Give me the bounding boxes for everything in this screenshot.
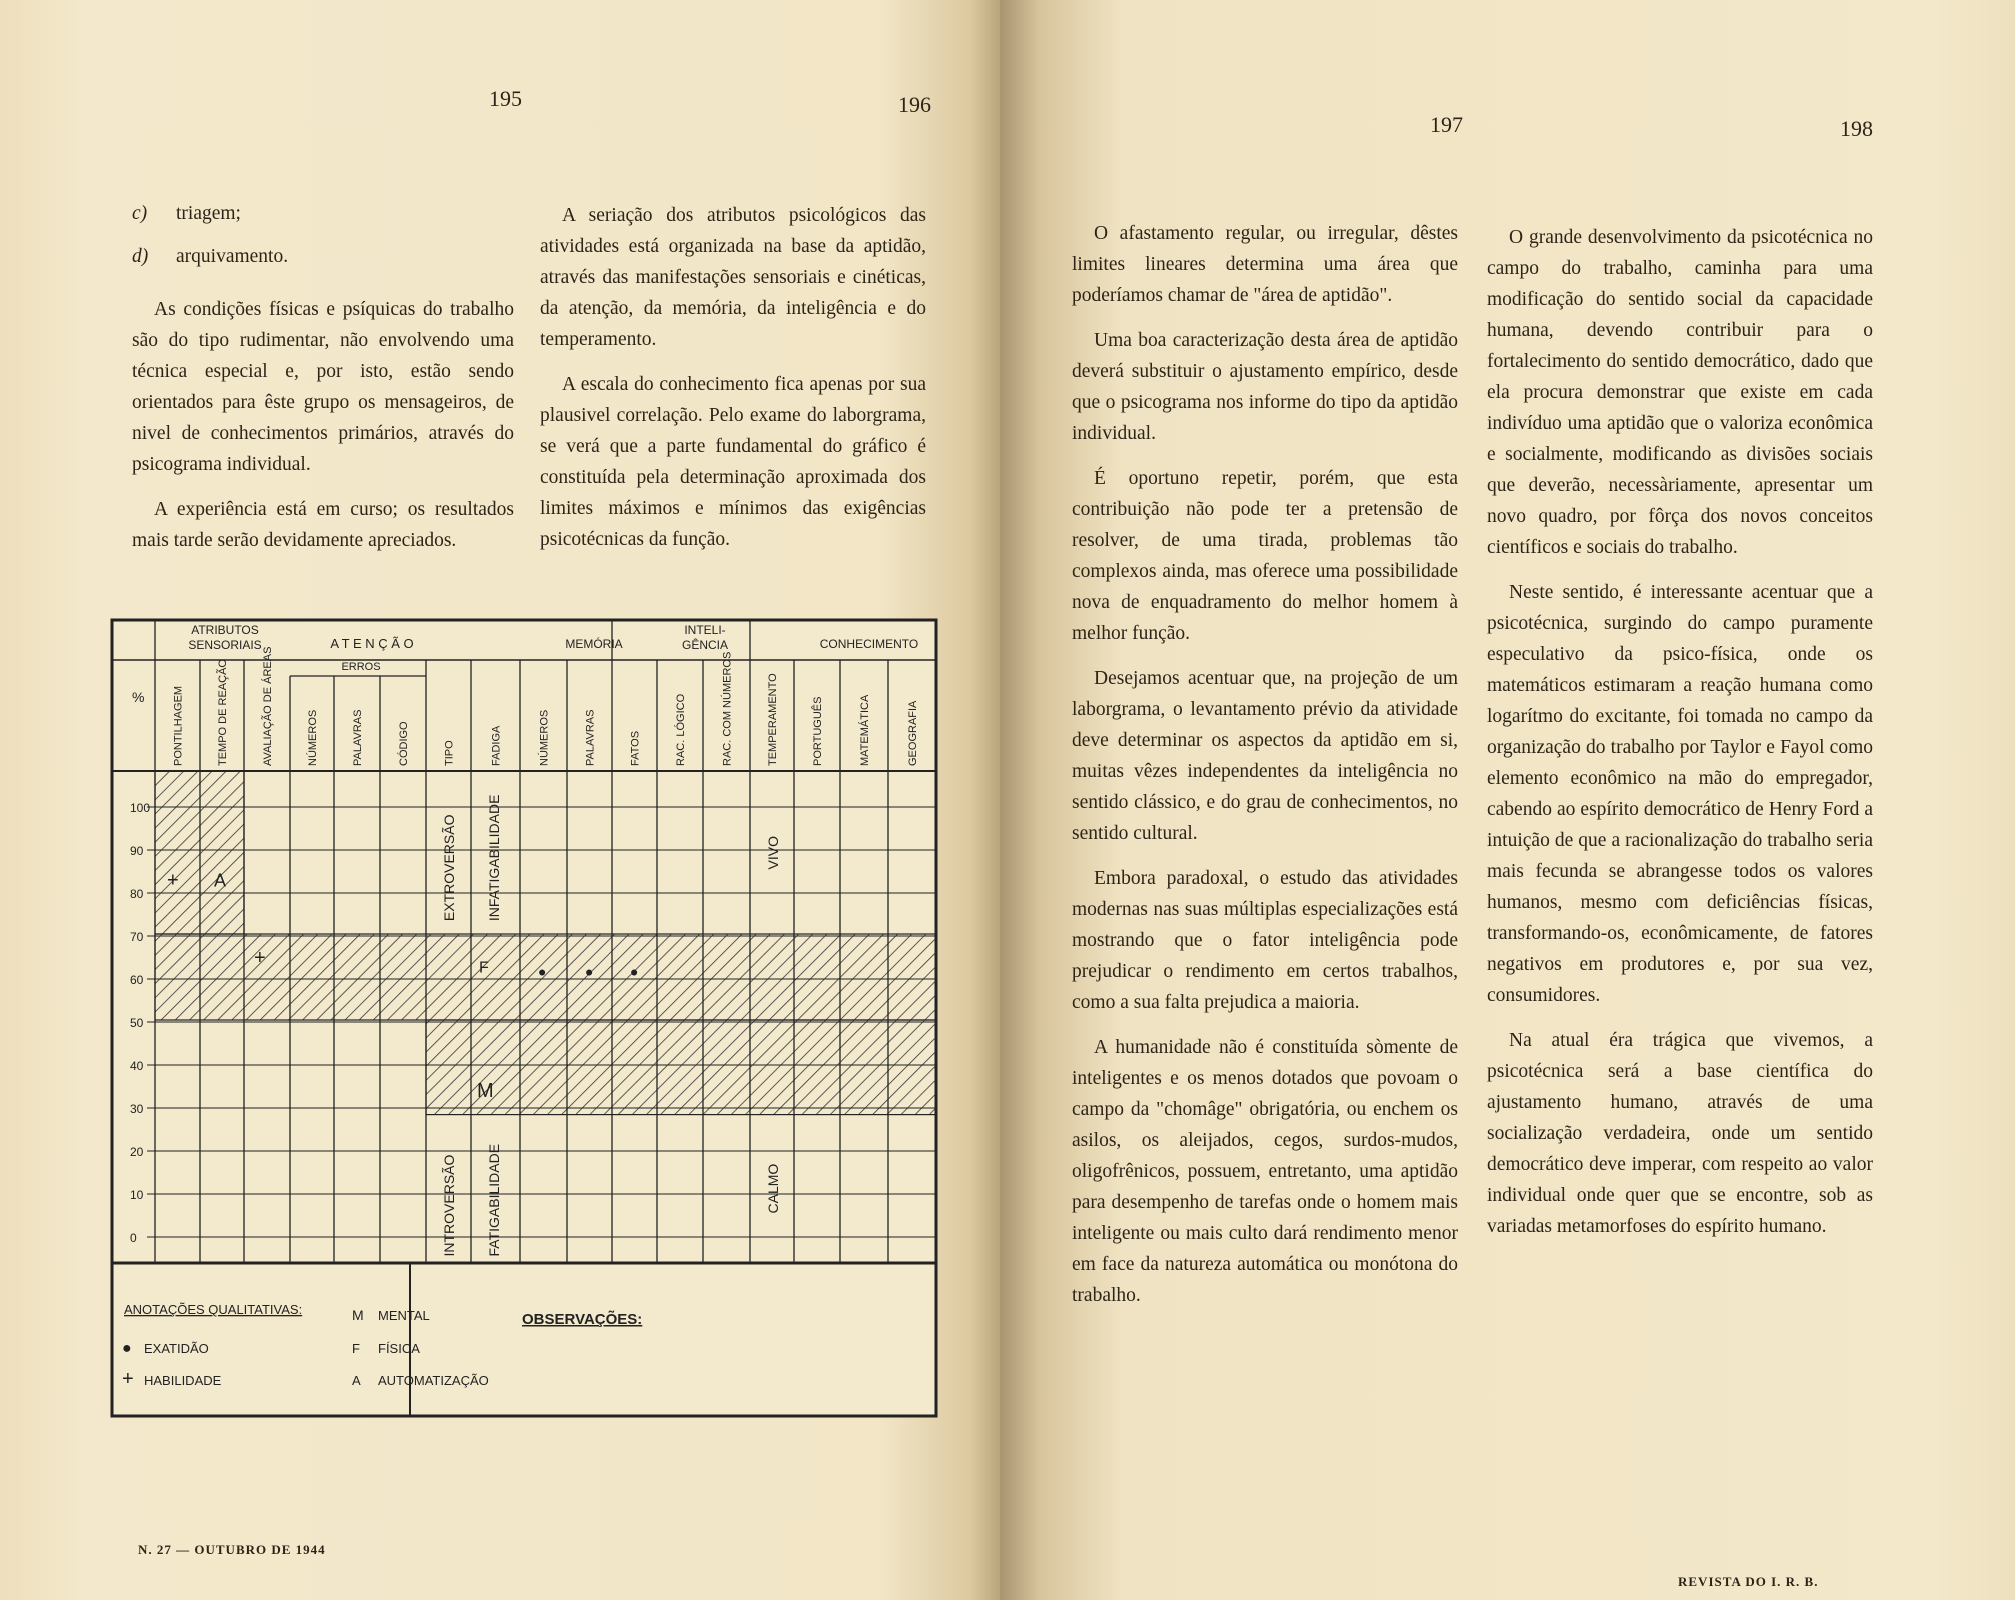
- scale-label: 0: [130, 1231, 137, 1245]
- group-atributos-line2: SENSORIAIS: [188, 638, 262, 652]
- column-header: GEOGRAFIA: [907, 700, 919, 766]
- paragraph: Desejamos acentuar que, na projeção de um laborgrama, o levantamento prévio da atividade deve determinar os aspectos da aptidão em si, muitas vêzes independentes da inteligência no sentido clássico, e do grau de conhecimentos, no sentido cultural.: [1072, 668, 1458, 844]
- scale-label: 30: [130, 1102, 144, 1116]
- paragraph: As condições físicas e psíquicas do trabalho são do tipo rudimentar, não envolvendo uma técnica especial e, por isto, estão sendo orientados para êste grupo os mensageiros, de nivel de conhecimentos primários, através do psicograma individual.: [132, 299, 514, 475]
- legend-label-exatidao: EXATIDÃO: [144, 1341, 209, 1356]
- vertical-label: VIVO: [765, 836, 781, 870]
- list-marker: d): [132, 246, 149, 267]
- column-header: CÓDIGO: [398, 721, 410, 766]
- left-page: [0, 0, 1000, 1600]
- vertical-label: INTROVERSÃO: [441, 1154, 457, 1257]
- m-mark: M: [477, 1080, 494, 1103]
- scale-label: 20: [130, 1145, 144, 1159]
- column-header: AVALIAÇÃO DE ÁREAS: [262, 646, 274, 766]
- list: [132, 198, 514, 272]
- legend-symbol-habilidade: +: [122, 1368, 134, 1390]
- footer-right: REVISTA DO I. R. B.: [1678, 1574, 1819, 1589]
- paragraph: Na atual éra trágica que vivemos, a psicotécnica será a base científica do ajustamento humano, através de uma socialização verdadeira, onde um sentido democrático deve imperar, com respeito ao valor individual onde quer que se encontre, sob as variadas metamorfoses do espírito humano.: [1487, 1030, 1873, 1237]
- vertical-label: CALMO: [765, 1163, 781, 1214]
- scale-label: 10: [130, 1188, 144, 1202]
- page-number-197: 197: [1430, 112, 1463, 137]
- scale-label: 50: [130, 1016, 144, 1030]
- percent-symbol: %: [132, 689, 145, 705]
- dot-mark: ●: [585, 963, 594, 980]
- dot-mark: ●: [630, 963, 639, 980]
- group-memoria: MEMÓRIA: [565, 637, 623, 651]
- list-item: [132, 241, 514, 272]
- column-page-197: [1072, 218, 1458, 1325]
- paragraph: A humanidade não é constituída sòmente de inteligentes e os menos dotados que povoam o campo da "chomâge" obrigatória, ou enchem os asilos, os aleijados, cegos, surdos-mudos, oligofrênicos, possuem, entretanto, uma aptidão para desempenho de tarefas onde o homem mais inteligente ou mais culto dará rendimento menor em face da natureza automática ou monótona do trabalho.: [1072, 1037, 1458, 1306]
- column-header: PALAVRAS: [584, 709, 597, 766]
- list-text: arquivamento.: [176, 246, 289, 267]
- column-header: NÚMEROS: [307, 709, 319, 766]
- right-page: [1000, 0, 2015, 1600]
- legend-symbol-automatizacao: A: [352, 1373, 361, 1388]
- column-header: PONTILHAGEM: [172, 685, 185, 766]
- legend-symbol-mental: M: [352, 1307, 364, 1323]
- column-header: TEMPO DE REAÇÃO: [217, 659, 229, 766]
- footer-left: N. 27 — OUTUBRO DE 1944: [138, 1542, 326, 1557]
- vertical-label: FATIGABILIDADE: [486, 1143, 502, 1257]
- scale-label: 90: [130, 844, 144, 858]
- paragraph: O afastamento regular, ou irregular, dêstes limites lineares determina uma área que poderíamos chamar de "área de aptidão".: [1072, 223, 1458, 306]
- a-mark: A: [214, 870, 227, 891]
- list-item: [132, 198, 514, 229]
- column-header: TIPO: [443, 740, 456, 766]
- legend-label-automatizacao: AUTOMATIZAÇÃO: [378, 1373, 489, 1388]
- scale-label: 70: [130, 930, 144, 944]
- vertical-label: INFATIGABILIDADE: [486, 794, 502, 922]
- column-header: MATEMÁTICA: [859, 694, 871, 766]
- list-text: triagem;: [176, 203, 241, 224]
- page-number-195: 195: [489, 86, 522, 111]
- scale-label: 80: [130, 887, 144, 901]
- plus-mark: +: [254, 946, 266, 969]
- paragraph: É oportuno repetir, porém, que esta contribuição não pode ter a pretensão de resolver, de uma tirada, problemas tão complexos ainda, mas oferece uma possibilidade nova de enquadramento do melhor homem à melhor função.: [1072, 468, 1458, 644]
- paragraph: A escala do conhecimento fica apenas por sua plausivel correlação. Pelo exame do laborgrama, se verá que a parte fundamental do gráfico é constituída pela determinação aproximada dos limites máximos e mínimos das exigências psicotécnicas da função.: [540, 374, 926, 550]
- column-header: FADIGA: [490, 725, 503, 766]
- legend-label-habilidade: HABILIDADE: [144, 1373, 222, 1388]
- f-mark: F: [479, 959, 489, 977]
- dot-mark: ●: [538, 963, 547, 980]
- column-header: PORTUGUÊS: [812, 696, 824, 766]
- legend-symbol-exatidao: ●: [122, 1340, 132, 1357]
- scale-label: 100: [130, 801, 151, 815]
- page-number-198: 198: [1840, 116, 1873, 141]
- legend-title: ANOTAÇÕES QUALITATIVAS:: [124, 1302, 303, 1317]
- group-atencao: A T E N Ç Ã O: [330, 636, 414, 651]
- observacoes-label: OBSERVAÇÕES:: [522, 1311, 643, 1328]
- list-marker: c): [132, 203, 148, 224]
- column-page-195: [132, 198, 514, 570]
- laborgrama-chart: [110, 618, 938, 1418]
- group-inteligencia-line1: INTELI-: [684, 623, 726, 637]
- paragraph: O grande desenvolvimento da psicotécnica no campo do trabalho, caminha para uma modificação do sentido social da capacidade humana, devendo contribuir para o fortalecimento do sentido democrático, dado que ela procura demonstrar que existe em cada indivíduo uma aptidão que o valoriza econômica e socialmente, modificando as divisões sociais que deverão, necessàriamente, apresentar um novo quadro, por fôrça dos novos conceitos científicos e sociais do trabalho.: [1487, 227, 1873, 558]
- column-header: RAC. LÓGICO: [675, 693, 687, 766]
- column-header: RAC. COM NÚMEROS: [721, 651, 734, 766]
- column-header: FATOS: [629, 730, 642, 766]
- column-header: TEMPERAMENTO: [767, 673, 779, 766]
- page-number-196: 196: [898, 92, 931, 117]
- paragraph: A experiência está em curso; os resultados mais tarde serão devidamente apreciados.: [132, 499, 514, 551]
- paragraph: Uma boa caracterização desta área de aptidão deverá substituir o ajustamento empírico, desde que o psicograma nos informe do tipo da aptidão individual.: [1072, 330, 1458, 444]
- scale-label: 60: [130, 973, 144, 987]
- vertical-label: EXTROVERSÃO: [441, 814, 457, 922]
- plus-mark: +: [167, 869, 179, 892]
- legend-label-mental: MENTAL: [378, 1308, 430, 1323]
- column-page-198: [1487, 222, 1873, 1256]
- legend-symbol-fisica: F: [352, 1341, 360, 1356]
- column-page-196: [540, 200, 926, 569]
- paragraph: A seriação dos atributos psicológicos das atividades está organizada na base da aptidão, através das manifestações sensoriais e cinéticas, da atenção, da memória, da inteligência e do temperamento.: [540, 205, 926, 350]
- hatch-band-28-50: [426, 1020, 936, 1115]
- group-atributos-line1: ATRIBUTOS: [191, 623, 259, 637]
- paragraph: Neste sentido, é interessante acentuar que a psicotécnica, surgindo do campo puramente especulativo da psico-física, onde os matemáticos estimaram a reação humana como logarítmo do excitante, foi tomada no campo da organização do trabalho por Taylor e Fayol como elemento econômico na mão do empregador, cabendo ao espírito democrático de Henry Ford a intuição de que a racionalização do trabalho seria mais fecunda se abrangesse todos os valores humanos, mesmo com deficiências físicas, transformando-os, econômicamente, de fatores negativos em produtores e, por sua vez, consumidores.: [1487, 582, 1873, 1006]
- group-inteligencia-line2: GÊNCIA: [681, 638, 729, 652]
- scale-label: 40: [130, 1059, 144, 1073]
- group-conhecimento: CONHECIMENTO: [819, 637, 919, 651]
- legend-label-fisica: FÍSICA: [378, 1341, 420, 1356]
- column-header: NÚMEROS: [538, 709, 551, 766]
- subgroup-erros: ERROS: [341, 661, 381, 673]
- column-header: PALAVRAS: [352, 709, 364, 766]
- paragraph: Embora paradoxal, o estudo das atividades modernas nas suas múltiplas especializações está mostrando que o fator inteligência pode prejudicar o rendimento em certos trabalhos, como a sua falta prejudica a maioria.: [1072, 868, 1458, 1013]
